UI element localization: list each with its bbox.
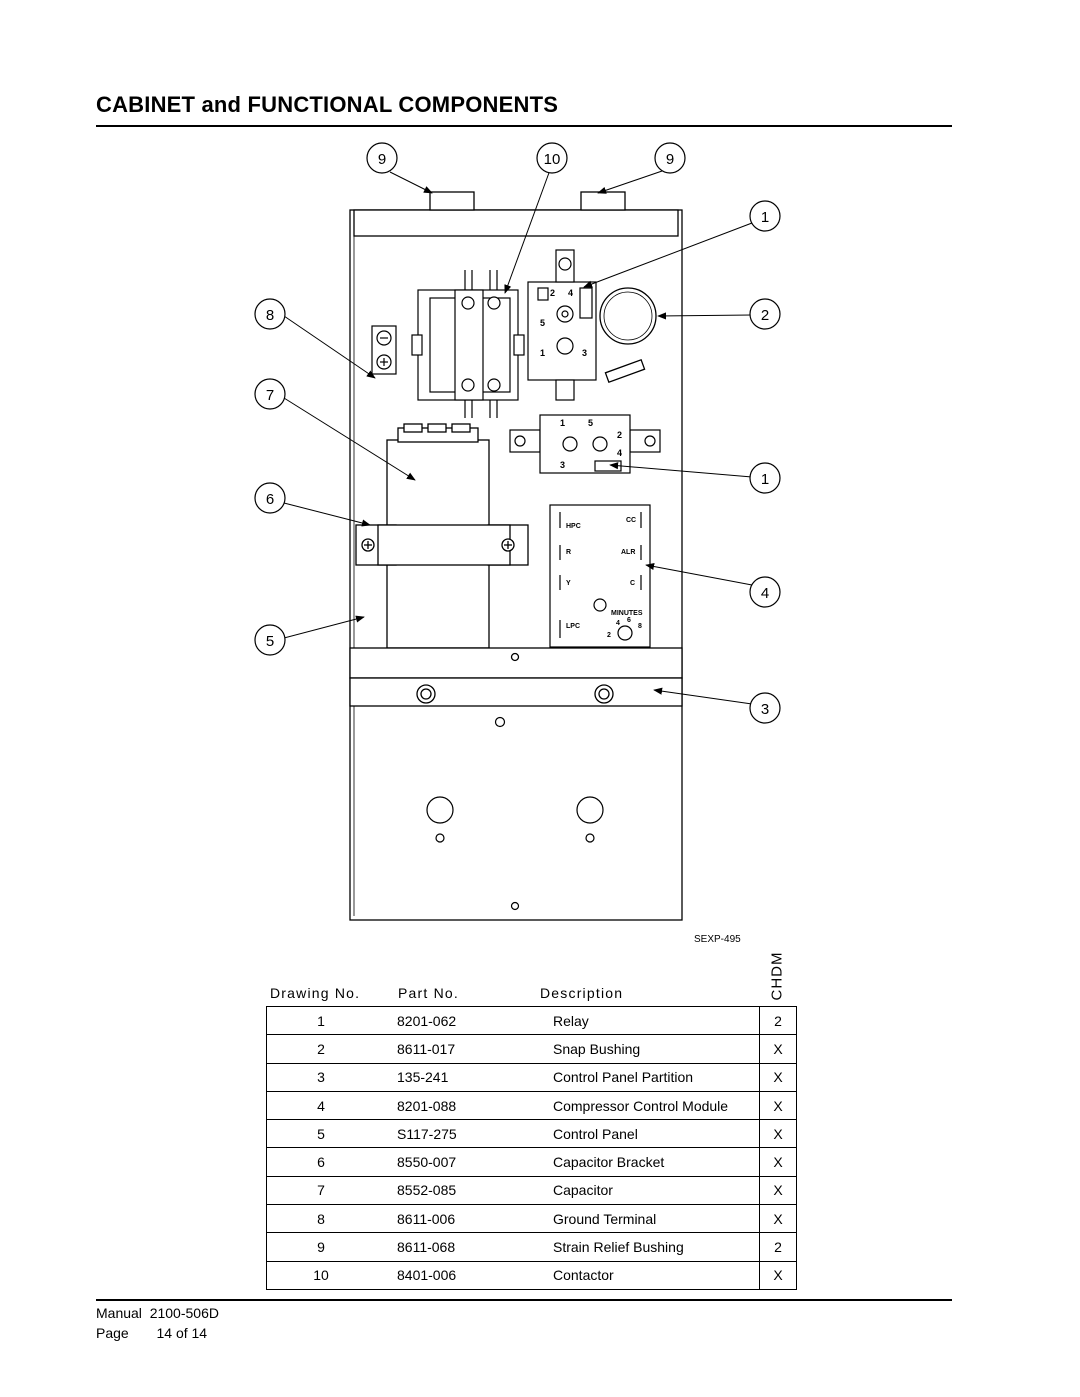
cell-description: Ground Terminal <box>545 1205 760 1233</box>
relay-top-t4: 4 <box>568 288 574 298</box>
cell-drawing-no: 10 <box>267 1261 376 1289</box>
cell-description: Contactor <box>545 1261 760 1289</box>
table-row <box>267 1261 797 1289</box>
callout-1a: 1 <box>760 209 770 226</box>
module-hpc: HPC <box>566 523 581 530</box>
relay-bottom-t5: 5 <box>588 418 594 428</box>
table-row <box>267 1063 797 1091</box>
cell-drawing-no: 9 <box>267 1233 376 1261</box>
relay-bottom-t1: 1 <box>560 418 566 428</box>
contactor <box>412 270 524 418</box>
callout-7: 7 <box>265 387 275 404</box>
relay-top-t3: 3 <box>582 348 588 358</box>
drawing-reference: SEXP-495 <box>694 934 741 945</box>
cell-chdm: X <box>760 1120 797 1148</box>
header-chdm-cell <box>762 950 792 1002</box>
cell-part-no: S117-275 <box>375 1120 545 1148</box>
cell-chdm: X <box>760 1063 797 1091</box>
cell-drawing-no: 4 <box>267 1091 376 1119</box>
snap-bushing <box>600 288 656 382</box>
module-y: Y <box>566 580 571 587</box>
cell-part-no: 8611-006 <box>375 1205 545 1233</box>
table-row <box>267 1007 797 1035</box>
callout-9b: 9 <box>665 151 675 168</box>
cell-part-no: 8611-017 <box>375 1035 545 1063</box>
cell-part-no: 8401-006 <box>375 1261 545 1289</box>
cell-drawing-no: 7 <box>267 1176 376 1204</box>
module-m2: 2 <box>607 632 611 639</box>
ground-terminal <box>372 326 396 374</box>
cell-description: Control Panel Partition <box>545 1063 760 1091</box>
cell-part-no: 8201-088 <box>375 1091 545 1119</box>
footer-rule <box>96 1299 952 1301</box>
cell-chdm: X <box>760 1205 797 1233</box>
table-row <box>267 1120 797 1148</box>
header-drawing-no: Drawing No. <box>270 985 361 1001</box>
footer-manual-label: Manual <box>96 1305 142 1321</box>
cell-description: Control Panel <box>545 1120 760 1148</box>
cell-description: Capacitor Bracket <box>545 1148 760 1176</box>
table-row <box>267 1035 797 1063</box>
module-r: R <box>566 549 572 556</box>
callout-6: 6 <box>265 491 275 508</box>
callout-1b: 1 <box>760 471 770 488</box>
module-m4: 4 <box>616 620 620 627</box>
cell-part-no: 8550-007 <box>375 1148 545 1176</box>
cell-drawing-no: 1 <box>267 1007 376 1035</box>
cell-chdm: 2 <box>760 1007 797 1035</box>
footer-manual <box>96 1305 219 1321</box>
strain-relief-bushings <box>430 192 625 210</box>
module-lpc: LPC <box>566 623 580 630</box>
cabinet-holes <box>427 718 603 910</box>
compressor-control-module <box>550 505 650 647</box>
cell-chdm: X <box>760 1176 797 1204</box>
relay-bottom-t2: 2 <box>617 430 623 440</box>
module-m6: 6 <box>627 617 631 624</box>
module-c: C <box>630 580 636 587</box>
capacitor-bracket <box>356 525 528 565</box>
callout-3: 3 <box>760 701 770 718</box>
relay-bottom-t4: 4 <box>617 448 623 458</box>
cell-part-no: 8611-068 <box>375 1233 545 1261</box>
relay-top-t2: 2 <box>550 288 556 298</box>
footer-page-label: Page <box>96 1325 129 1341</box>
callout-4: 4 <box>760 585 770 602</box>
header-chdm: CHDM <box>768 951 786 1001</box>
relay-bottom <box>510 415 660 473</box>
cell-drawing-no: 6 <box>267 1148 376 1176</box>
callout-9a: 9 <box>377 151 387 168</box>
cell-part-no: 135-241 <box>375 1063 545 1091</box>
callout-2: 2 <box>760 307 770 324</box>
module-m8: 8 <box>638 623 642 630</box>
footer-manual-value: 2100-506D <box>149 1305 219 1321</box>
control-panel-partition <box>350 648 682 706</box>
table-row <box>267 1091 797 1119</box>
parts-table <box>266 1006 797 1290</box>
relay-top-t1: 1 <box>540 348 546 358</box>
cell-part-no: 8201-062 <box>375 1007 545 1035</box>
footer-page-value: 14 of 14 <box>156 1325 208 1341</box>
cell-chdm: X <box>760 1091 797 1119</box>
relay-top <box>528 250 596 400</box>
cell-part-no: 8552-085 <box>375 1176 545 1204</box>
cell-chdm: X <box>760 1148 797 1176</box>
title-rule <box>96 125 952 127</box>
cell-drawing-no: 5 <box>267 1120 376 1148</box>
callout-8: 8 <box>265 307 275 324</box>
cell-description: Compressor Control Module <box>545 1091 760 1119</box>
callout-5: 5 <box>265 633 275 650</box>
page-title: CABINET and FUNCTIONAL COMPONENTS <box>96 92 559 117</box>
cell-chdm: 2 <box>760 1233 797 1261</box>
cell-description: Snap Bushing <box>545 1035 760 1063</box>
table-row <box>267 1176 797 1204</box>
relay-bottom-t3: 3 <box>560 460 566 470</box>
cell-drawing-no: 3 <box>267 1063 376 1091</box>
footer-page <box>96 1325 207 1341</box>
table-row <box>267 1233 797 1261</box>
cell-description: Capacitor <box>545 1176 760 1204</box>
header-part-no: Part No. <box>398 985 459 1001</box>
header-description: Description <box>540 985 624 1001</box>
table-row <box>267 1148 797 1176</box>
callout-10: 10 <box>543 151 561 168</box>
cabinet-diagram <box>250 135 790 955</box>
module-minutes: MINUTES <box>611 610 643 617</box>
cell-drawing-no: 8 <box>267 1205 376 1233</box>
cell-description: Relay <box>545 1007 760 1035</box>
table-row <box>267 1205 797 1233</box>
module-alr: ALR <box>621 549 636 556</box>
cell-drawing-no: 2 <box>267 1035 376 1063</box>
module-cc: CC <box>626 517 637 524</box>
relay-top-t5: 5 <box>540 318 546 328</box>
cell-chdm: X <box>760 1035 797 1063</box>
cell-chdm: X <box>760 1261 797 1289</box>
cell-description: Strain Relief Bushing <box>545 1233 760 1261</box>
